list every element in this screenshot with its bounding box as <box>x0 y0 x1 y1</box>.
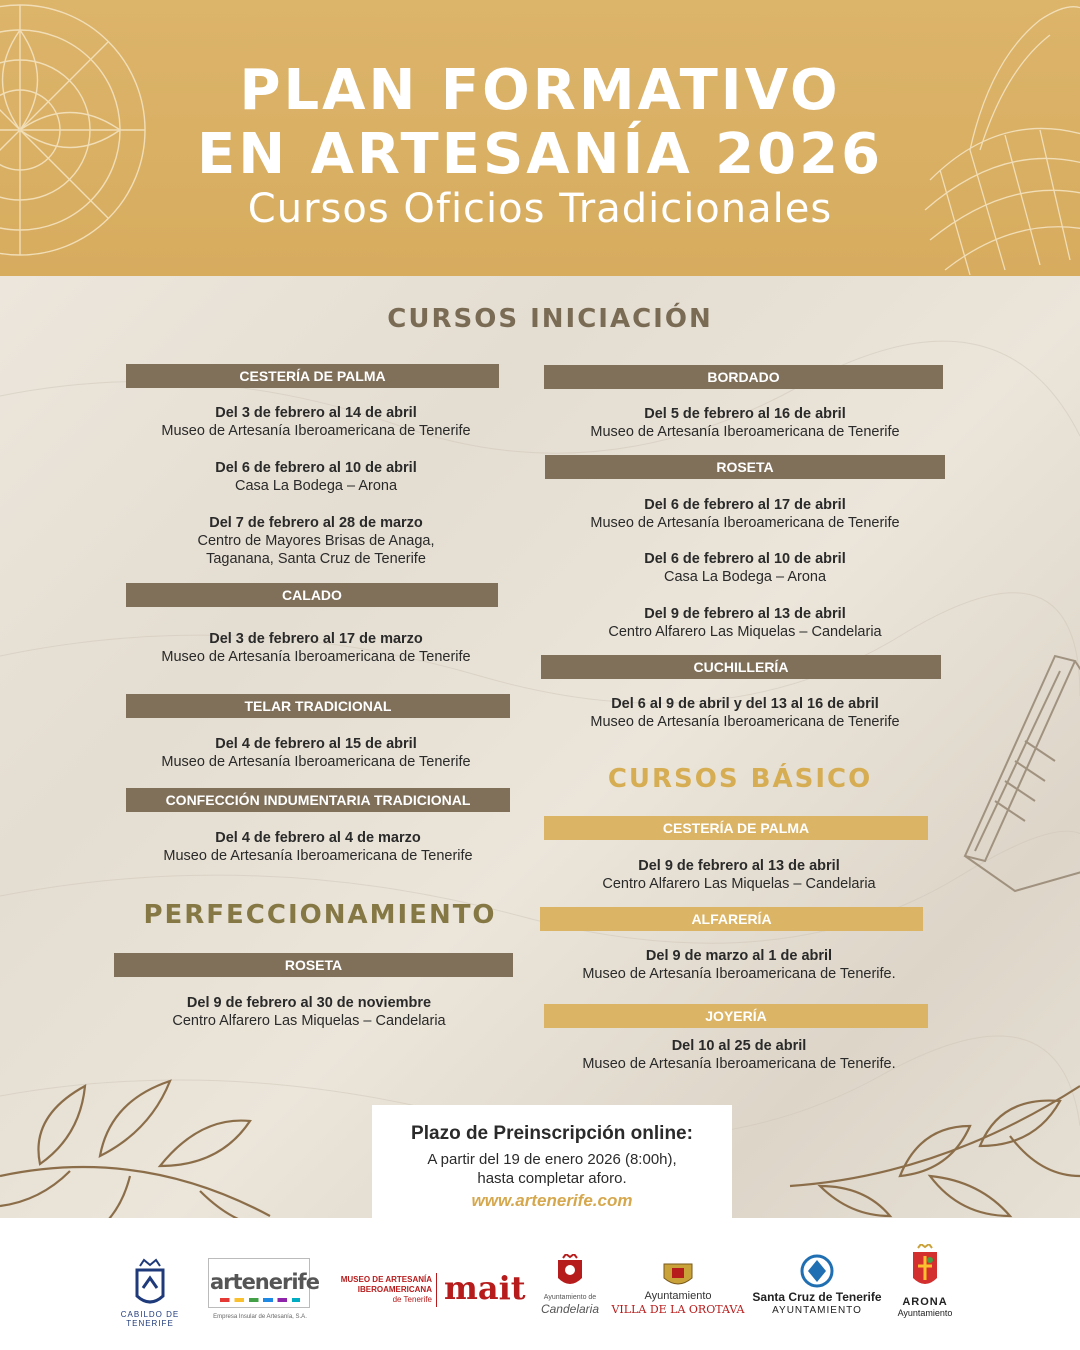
registration-title: Plazo de Preinscripción online: <box>411 1123 693 1144</box>
frame-decoration-icon <box>945 631 1080 931</box>
course-bar-alfareria: ALFARERÍA <box>540 907 923 931</box>
course-entry: Del 9 de marzo al 1 de abril Museo de Artesanía Iberoamericana de Tenerife. <box>582 948 896 982</box>
museo-label-line2: IBEROAMERICANA <box>357 1285 432 1294</box>
logo-cabildo-tenerife <box>115 1252 185 1328</box>
branch-decoration-left-icon <box>0 1026 360 1218</box>
page-title-line2: EN ARTESANÍA 2026 <box>196 122 884 187</box>
course-entry: Del 4 de febrero al 4 de marzo Museo de Artesanía Iberoamericana de Tenerife <box>163 830 473 864</box>
course-entry: Del 9 de febrero al 13 de abril Centro Alfarero Las Miquelas – Candelaria <box>608 606 882 640</box>
header-band <box>0 0 1080 276</box>
branch-decoration-right-icon <box>780 1066 1080 1218</box>
museo-label-line1: MUSEO DE ARTESANÍA <box>340 1275 432 1284</box>
cabildo-label: CABILDO DE TENERIFE <box>120 1310 180 1328</box>
artenerife-subtitle: Empresa Insular de Artesanía, S.A. <box>213 1314 307 1320</box>
course-bar-perf-roseta: ROSETA <box>114 953 513 977</box>
course-entry: Del 9 de febrero al 13 de abril Centro Alfarero Las Miquelas – Candelaria <box>602 858 876 892</box>
course-entry: Del 10 al 25 de abril Museo de Artesanía Iberoamericana de Tenerife. <box>582 1038 896 1072</box>
candelaria-crest-icon <box>555 1254 585 1292</box>
registration-box <box>372 1105 732 1218</box>
footer-logos <box>0 1218 1080 1350</box>
orotava-line1: Ayuntamiento <box>644 1290 712 1302</box>
candelaria-label: Candelaria <box>540 1302 600 1316</box>
course-bar-cesteria: CESTERÍA DE PALMA <box>126 364 499 388</box>
course-bar-bordado: BORDADO <box>544 365 943 389</box>
section-title-iniciacion: CURSOS INICIACIÓN <box>387 304 713 334</box>
page-subtitle: Cursos Oficios Tradicionales <box>247 186 833 232</box>
course-entry: Del 6 de febrero al 10 de abril Casa La Bodega – Arona <box>215 460 417 494</box>
arona-line2: Ayuntamiento <box>897 1308 953 1318</box>
logo-santa-cruz <box>752 1254 882 1324</box>
course-entry: Del 9 de febrero al 30 de noviembre Centro Alfarero Las Miquelas – Candelaria <box>172 995 446 1029</box>
logo-mait <box>330 1269 526 1313</box>
course-entry: Del 3 de febrero al 17 de marzo Museo de Artesanía Iberoamericana de Tenerife <box>161 631 471 665</box>
orotava-line2: VILLA DE LA OROTAVA <box>611 1303 745 1316</box>
section-title-basico: CURSOS BÁSICO <box>607 764 873 794</box>
course-bar-confeccion: CONFECCIÓN INDUMENTARIA TRADICIONAL <box>126 788 510 812</box>
logo-artenerife <box>208 1258 319 1326</box>
website-link[interactable]: www.artenerife.com <box>471 1191 633 1210</box>
santacruz-line1: Santa Cruz de Tenerife <box>752 1290 882 1304</box>
santacruz-line2: AYUNTAMIENTO <box>772 1305 862 1316</box>
section-title-perfeccionamiento: PERFECCIONAMIENTO <box>143 900 497 930</box>
course-entry: Del 6 de febrero al 10 de abril Casa La Bodega – Arona <box>644 551 846 585</box>
arona-crest-icon <box>910 1244 940 1292</box>
arona-line1: ARONA <box>902 1296 948 1308</box>
artenerife-color-dots <box>220 1298 300 1302</box>
registration-note: hasta completar aforo. <box>477 1170 627 1187</box>
course-bar-telar: TELAR TRADICIONAL <box>126 694 510 718</box>
artenerife-wordmark: artenerife <box>210 1270 319 1294</box>
course-entry: Del 7 de febrero al 28 de marzo Centro de Mayores Brisas de Anaga, Taganana, Santa Cruz de Tenerife <box>197 515 435 567</box>
course-entry: Del 4 de febrero al 15 de abril Museo de Artesanía Iberoamericana de Tenerife <box>161 736 471 770</box>
course-bar-calado: CALADO <box>126 583 498 607</box>
course-entry: Del 5 de febrero al 16 de abril Museo de Artesanía Iberoamericana de Tenerife <box>590 406 900 440</box>
santacruz-emblem-icon <box>800 1254 834 1288</box>
course-entry: Del 3 de febrero al 14 de abril Museo de Artesanía Iberoamericana de Tenerife <box>161 405 471 439</box>
logo-candelaria <box>537 1254 603 1334</box>
museo-label-line3: de Tenerife <box>392 1295 432 1304</box>
course-bar-basico-cesteria: CESTERÍA DE PALMA <box>544 816 928 840</box>
logo-villa-orotava <box>610 1258 746 1328</box>
candelaria-sub: Ayuntamiento de <box>543 1294 597 1301</box>
orotava-crest-icon <box>660 1258 696 1288</box>
mait-wordmark: mait <box>444 1269 526 1307</box>
course-bar-cuchilleria: CUCHILLERÍA <box>541 655 941 679</box>
course-bar-roseta: ROSETA <box>545 455 945 479</box>
course-entry: Del 6 al 9 de abril y del 13 al 16 de abril Museo de Artesanía Iberoamericana de Tenerife <box>590 696 900 730</box>
course-bar-joyeria: JOYERÍA <box>544 1004 928 1028</box>
logo-arona <box>890 1244 960 1324</box>
course-entry: Del 6 de febrero al 17 de abril Museo de Artesanía Iberoamericana de Tenerife <box>590 497 900 531</box>
page-title-line1: PLAN FORMATIVO <box>239 58 841 123</box>
registration-date: A partir del 19 de enero 2026 (8:00h), <box>427 1151 677 1168</box>
